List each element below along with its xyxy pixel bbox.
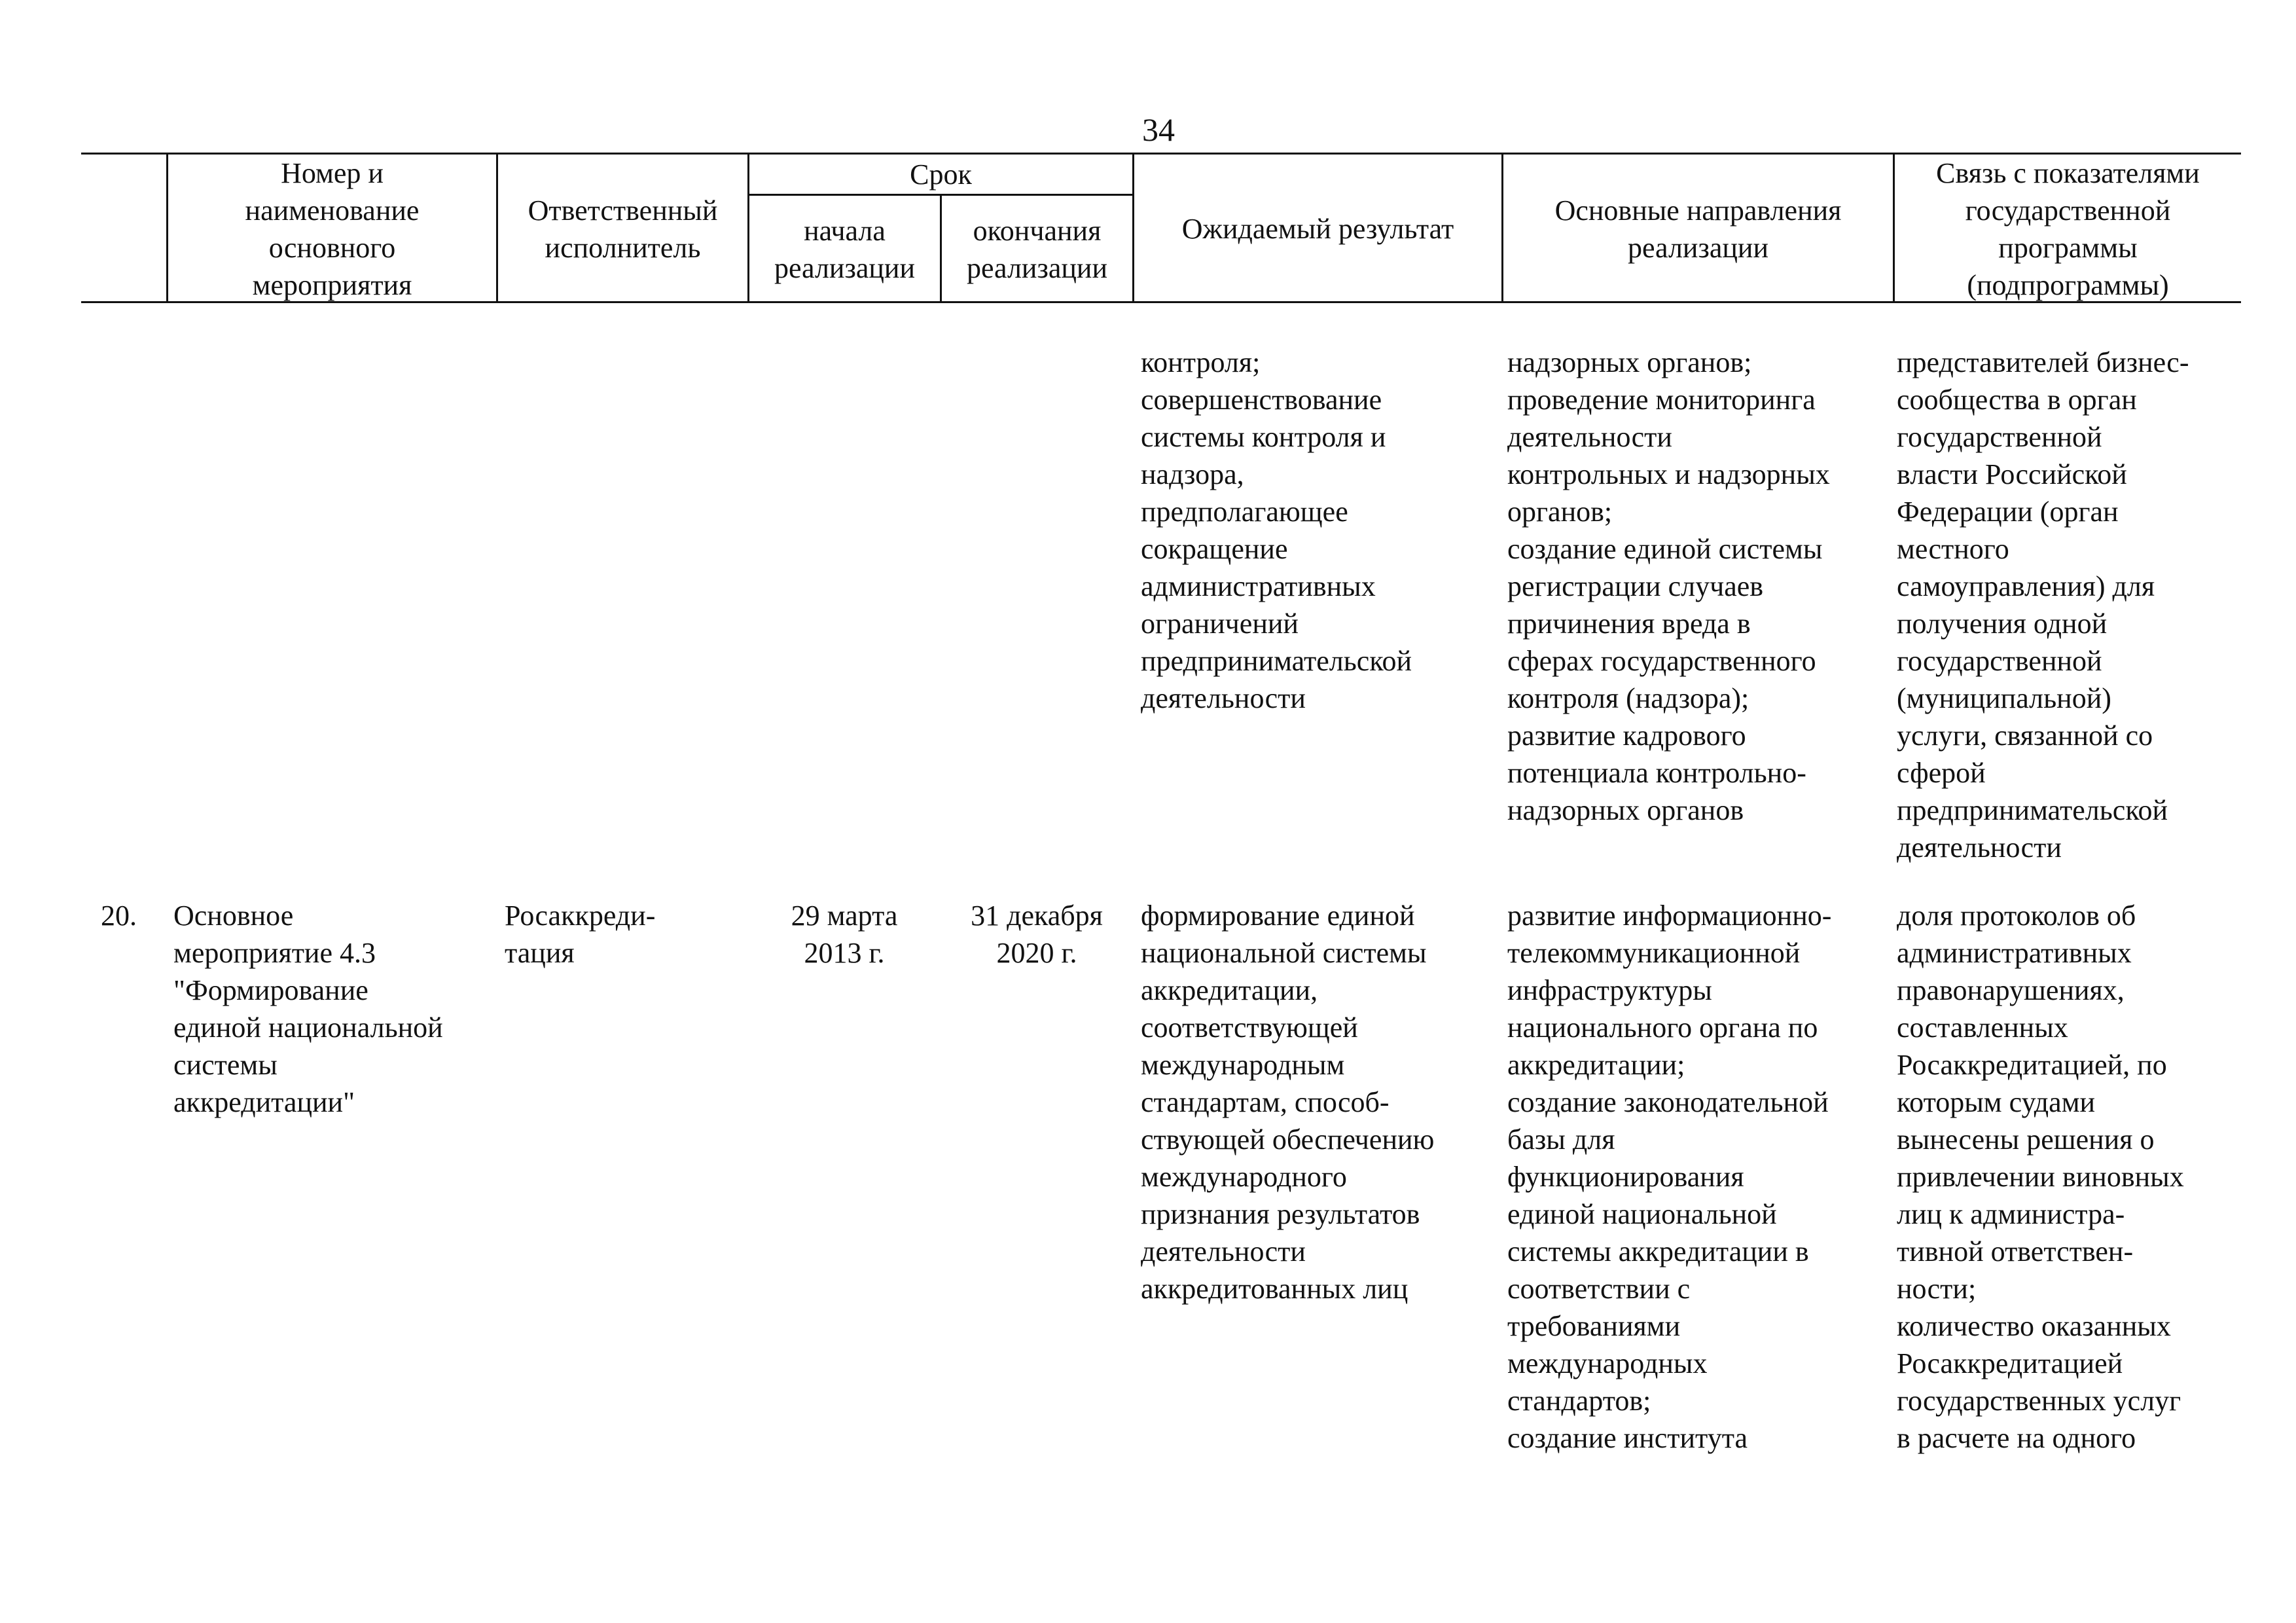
table-header: [81, 153, 2241, 303]
row-2-end: 31 декабря 2020 г.: [971, 900, 1103, 969]
row-2-start: 29 марта 2013 г.: [791, 900, 898, 969]
header-start: начала реализации: [774, 215, 916, 284]
row-1-directions: надзорных органов; проведение мониторинга деятельности контрольных и надзорных органов; создание единой системы регистрации случаев причинения вреда в сферах государственного контроля (надзора); развитие кадрового потенциала контрольно- надзорных органов: [1507, 346, 1830, 826]
header-end: окончания реализации: [966, 215, 1108, 284]
header-term: Срок: [910, 158, 972, 191]
row-2-executor: Росаккреди- тация: [505, 900, 656, 969]
row-2-directions: развитие информационно- телекоммуникационной инфраструктуры национального органа по аккредитации; создание законодательной базы для функционирования единой национальной системы аккредитации в соответствии с требованиями международных стандартов; создание института: [1507, 900, 1832, 1454]
header-directions: Основные направления реализации: [1554, 194, 1842, 264]
row-2-link: доля протоколов об административных правонарушениях, составленных Росаккредитацией, по которым судами вынесены решения о привлечении виновных лиц к администра- тивной ответствен- ности; количество оказанных Росаккредитацией государственных услуг в расчете на одного: [1897, 900, 2184, 1454]
row-1-result: контроля; совершенствование системы контроля и надзора, предполагающее сокращение административных ограничений предпринимательской деятельности: [1141, 346, 1412, 714]
row-2-result: формирование единой национальной системы аккредитации, соответствующей международным стандартам, способ- ствующей обеспечению международного признания результатов деятельности аккредитованных лиц: [1141, 900, 1435, 1305]
header-link: Связь с показателями государственной программы (подпрограммы): [1936, 156, 2200, 301]
header-name: Номер и наименование основного мероприятия: [245, 156, 420, 301]
row-1-link: представителей бизнес- сообщества в орган государственной власти Российской Федерации (орган местного самоуправления) для получения одной государственной (муниципальной) услуги, связанной со сферой предпринимательской деятельности: [1897, 346, 2189, 864]
row-2-name: Основное мероприятие 4.3 "Формирование единой национальной системы аккредитации": [173, 900, 443, 1118]
header-executor: Ответственный исполнитель: [528, 194, 718, 264]
page-number: 34: [1142, 111, 1175, 148]
row-2-number: 20.: [101, 900, 137, 932]
header-result: Ожидаемый результат: [1181, 213, 1454, 245]
